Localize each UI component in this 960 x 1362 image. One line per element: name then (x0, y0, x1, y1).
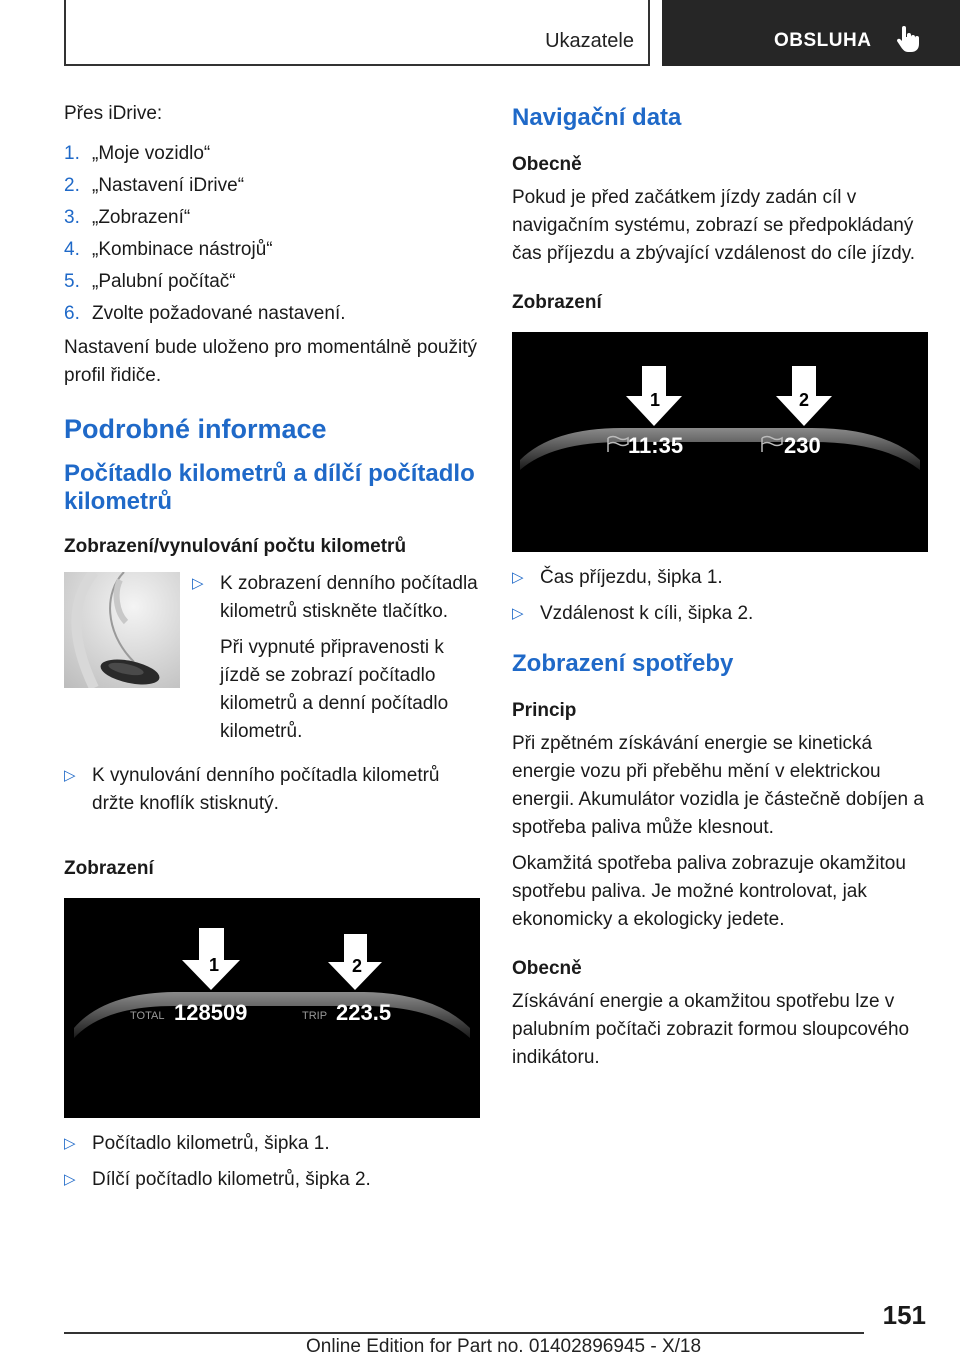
heading-detailed-info: Podrobné informace (64, 414, 327, 444)
list-item (64, 1166, 482, 1194)
display-legend (512, 564, 930, 628)
header-section-box (64, 0, 650, 66)
legend-text: Čas příjezdu, šipka 1. (540, 567, 723, 588)
steps-list (64, 138, 482, 330)
heading-odometer: Počítadlo kilometrů a dílčí počítadlo kilometrů (64, 460, 475, 515)
list-item: 6. Zvolte požadované nastavení. (64, 303, 346, 324)
legend-text: Dílčí počítadlo kilometrů, šipka 2. (92, 1169, 371, 1190)
odometer-button-photo (64, 572, 180, 688)
distance-value: 230 (784, 433, 821, 458)
heading-consumption: Zobrazení spotřeby (512, 650, 734, 677)
reset-button-row (64, 570, 482, 762)
list-item: 4. „Kombinace nástrojů“ (64, 239, 273, 260)
heading-principle: Princip (512, 700, 577, 721)
chapter-title: OBSLUHA (774, 30, 872, 51)
list-item (64, 762, 482, 826)
display-legend (64, 1130, 482, 1194)
list-item: 5. „Palubní počítač“ (64, 271, 236, 292)
reset-bullets (192, 570, 482, 762)
heading-general: Obecně (512, 958, 582, 979)
heading-navigation: Navigační data (512, 104, 682, 131)
trip-label: TRIP (302, 1010, 328, 1022)
list-item: 1. „Moje vozidlo“ (64, 143, 211, 164)
total-value: 128509 (174, 1000, 248, 1025)
arrow-2-label: 2 (352, 956, 363, 976)
arrow-2-label: 2 (799, 390, 810, 410)
trip-value: 223.5 (336, 1000, 392, 1025)
triangle-bullet-icon: ▷ (64, 767, 76, 784)
triangle-bullet-icon: ▷ (64, 1171, 76, 1188)
list-item (192, 570, 482, 754)
principle-text: Okamžitá spotřeba paliva zobrazuje okamžitou spotřebu paliva. Je možné kontrolovat, jak ekonomicky a ekologicky jedete. (512, 853, 906, 930)
header-chapter-box (662, 0, 960, 66)
bullet-text: K vynulování denního počítadla kilometrů držte knoflík stisknutý. (92, 765, 440, 814)
general-text: Získávání energie a okamžitou spotřebu lze v palubním počítači zobrazit formou sloupcového indikátoru. (512, 991, 910, 1068)
list-item (512, 600, 930, 628)
total-label: TOTAL (130, 1010, 165, 1022)
heading-reset: Zobrazení/vynulování počtu kilometrů (64, 536, 407, 557)
odometer-display-image (64, 898, 480, 1118)
reset-bullets-2 (64, 762, 482, 826)
heading-display: Zobrazení (64, 858, 154, 879)
arrival-time-value: 11:35 (628, 433, 684, 458)
list-item: 2. „Nastavení iDrive“ (64, 175, 245, 196)
footer-edition: Online Edition for Part no. 01402896945 - X/18 (306, 1336, 702, 1357)
triangle-bullet-icon: ▷ (512, 605, 524, 622)
page-number: 151 (882, 1300, 926, 1330)
section-title: Ukazatele (545, 30, 634, 52)
arrow-1-label: 1 (650, 390, 661, 410)
triangle-bullet-icon: ▷ (64, 1135, 76, 1152)
heading-display: Zobrazení (512, 292, 602, 313)
triangle-bullet-icon: ▷ (192, 575, 204, 592)
arrow-1-label: 1 (209, 955, 220, 975)
list-item (512, 564, 930, 592)
list-item: 3. „Zobrazení“ (64, 207, 191, 228)
triangle-bullet-icon: ▷ (512, 569, 524, 586)
intro-text: Přes iDrive: (64, 103, 163, 124)
left-column (64, 100, 482, 1202)
legend-text: Vzdálenost k cíli, šipka 2. (540, 603, 754, 624)
bullet-text: K zobrazení denního počítadla kilometrů stiskněte tlačítko. (220, 573, 478, 622)
after-steps-text: Nastavení bude uloženo pro momentálně použitý profil řidiče. (64, 337, 477, 386)
nav-text: Pokud je před začátkem jízdy zadán cíl v navigačním systému, zobrazí se předpokládaný čas příjezdu a zbývající vzdálenost do cíle jízdy. (512, 187, 916, 264)
pointing-hand-icon (896, 26, 920, 52)
right-column (512, 100, 930, 1080)
list-item (64, 1130, 482, 1158)
heading-general: Obecně (512, 154, 582, 175)
navigation-display-image (512, 332, 928, 552)
legend-text: Počítadlo kilometrů, šipka 1. (92, 1133, 330, 1154)
bullet-text: Při vypnuté připravenosti k jízdě se zobrazí počítadlo kilometrů a denní počítadlo kilometrů. (220, 637, 449, 742)
principle-text: Při zpětném získávání energie se kinetická energie vozu při přeběhu mění v elektrickou energii. Akumulátor vozidla je částečně dobíjen a spotřeba paliva může klesnout. (512, 733, 924, 838)
footer-divider (64, 1332, 864, 1334)
